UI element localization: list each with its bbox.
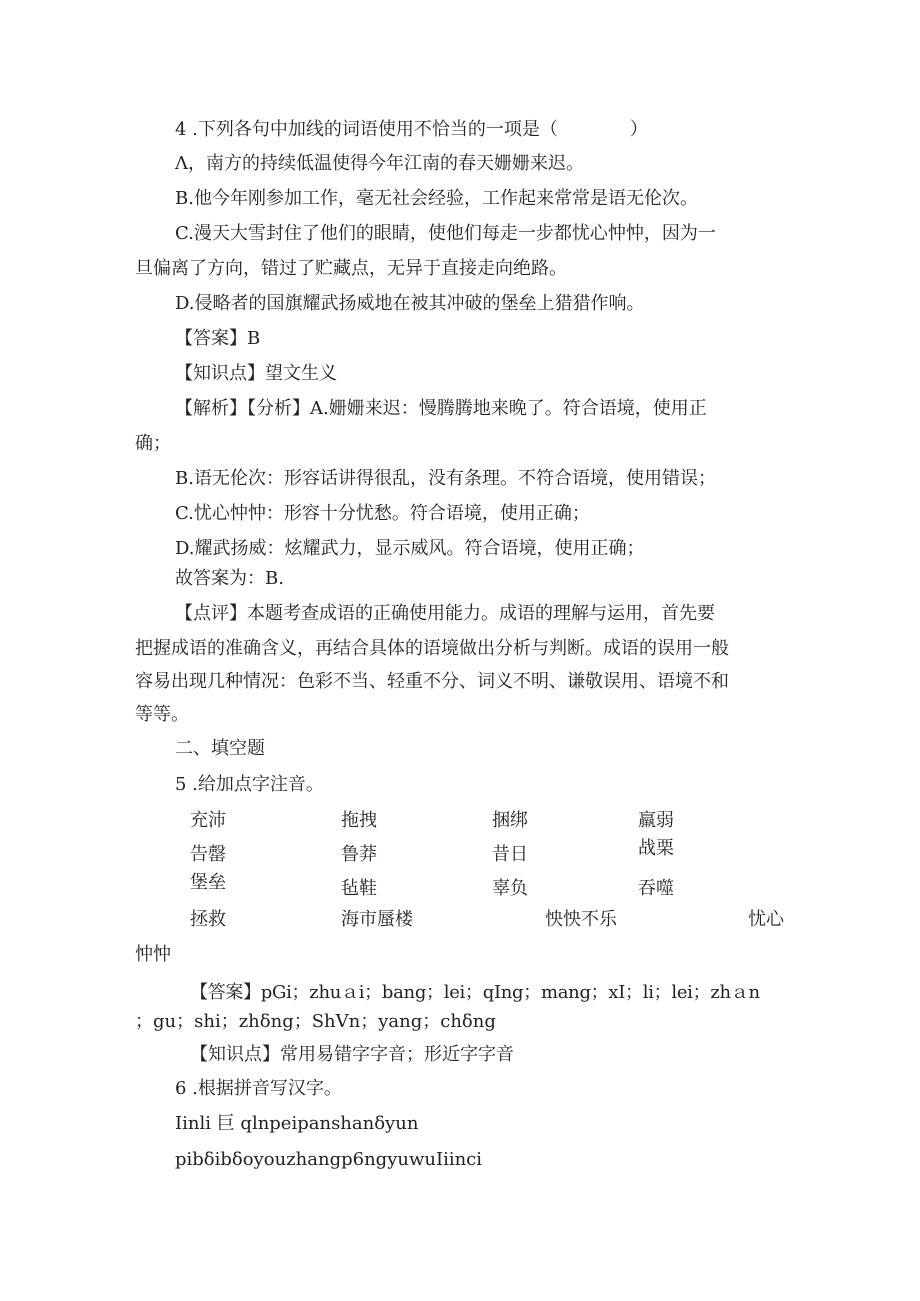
q4-analysis-line2: 确；	[135, 433, 171, 454]
q4-option-b: B.他今年刚参加工作，毫无社会经验，工作起来常常是语无伦次。	[175, 188, 698, 209]
q4-stem: 4 .下列各句中加线的词语使用不恰当的一项是（ ）	[175, 119, 648, 140]
q6-line2: pibδibδoyouzhangp6ngyuwuIiinci	[175, 1149, 483, 1170]
q4-comment-line2: 把握成语的准确含义，再结合具体的语境做出分析与判断。成语的误用一般	[135, 638, 729, 659]
q5-answer-line1: 【答案】pGi；zhuａi；bang；lei；qIng；mang；xI；li；lei；zhａn	[190, 982, 760, 1003]
section-heading: 二、填空题	[175, 738, 265, 759]
q5-word: 羸弱	[638, 810, 674, 831]
q4-conclusion: 故答案为：B.	[175, 568, 284, 589]
q5-stem: 5 .给加点字注音。	[175, 774, 324, 795]
q5-word: 忡忡	[135, 944, 171, 965]
q6-line1: Iinli 巨 qlnpeipanshanδyun	[175, 1113, 419, 1134]
q4-option-c-line2: 旦偏离了方向，错过了贮藏点，无异于直接走向绝路。	[135, 258, 567, 279]
q4-comment-line3: 容易出现几种情况：色彩不当、轻重不分、词义不明、谦敬误用、语境不和	[135, 671, 729, 692]
q5-word: 忧心	[748, 909, 784, 930]
q5-word: 拖拽	[341, 810, 377, 831]
q5-word: 怏怏不乐	[545, 909, 617, 930]
q4-comment-line4: 等等。	[135, 704, 189, 725]
q5-word: 捆绑	[492, 810, 528, 831]
q5-answer-line2: ；gu；shi；zhδng；ShVn；yang；chδng	[135, 1011, 496, 1032]
q4-option-d: D.侵略者的国旗耀武扬威地在被其冲破的堡垒上猎猎作响。	[175, 293, 645, 314]
q4-analysis-c: C.忧心忡忡：形容十分忧愁。符合语境，使用正确；	[175, 503, 590, 524]
q5-word: 昔日	[492, 844, 528, 865]
q5-word: 辜负	[492, 878, 528, 899]
q5-word: 拯救	[190, 909, 226, 930]
q5-word: 堡垒	[190, 872, 226, 893]
q5-knowledge: 【知识点】常用易错字字音；形近字字音	[190, 1044, 514, 1065]
q4-knowledge: 【知识点】望文生义	[175, 363, 337, 384]
q5-word: 毡鞋	[341, 878, 377, 899]
q4-analysis-line1: 【解析】【分析】A.姗姗来迟：慢腾腾地来晚了。符合语境，使用正	[175, 398, 707, 419]
q6-stem: 6 .根据拼音写汉字。	[175, 1078, 342, 1099]
q5-word: 充沛	[190, 810, 226, 831]
q4-analysis-b: B.语无伦次：形容话讲得很乱，没有条理。不符合语境，使用错误；	[175, 468, 716, 489]
q5-word: 海市蜃楼	[341, 909, 413, 930]
q4-analysis-d: D.耀武扬威：炫耀武力，显示威风。符合语境，使用正确；	[175, 538, 645, 559]
q5-word: 鲁莽	[341, 844, 377, 865]
q5-word: 吞噬	[638, 878, 674, 899]
q4-answer: 【答案】B	[175, 328, 261, 349]
q4-option-a: Λ，南方的持续低温使得今年江南的春天姗姗来迟。	[175, 153, 584, 174]
q4-comment-line1: 【点评】本题考查成语的正确使用能力。成语的理解与运用，首先要	[175, 603, 715, 624]
q5-word: 战栗	[638, 838, 674, 859]
q4-option-c-line1: C.漫天大雪封住了他们的眼睛，使他们每走一步都忧心忡忡，因为一	[175, 223, 716, 244]
q5-word: 告罄	[190, 844, 226, 865]
